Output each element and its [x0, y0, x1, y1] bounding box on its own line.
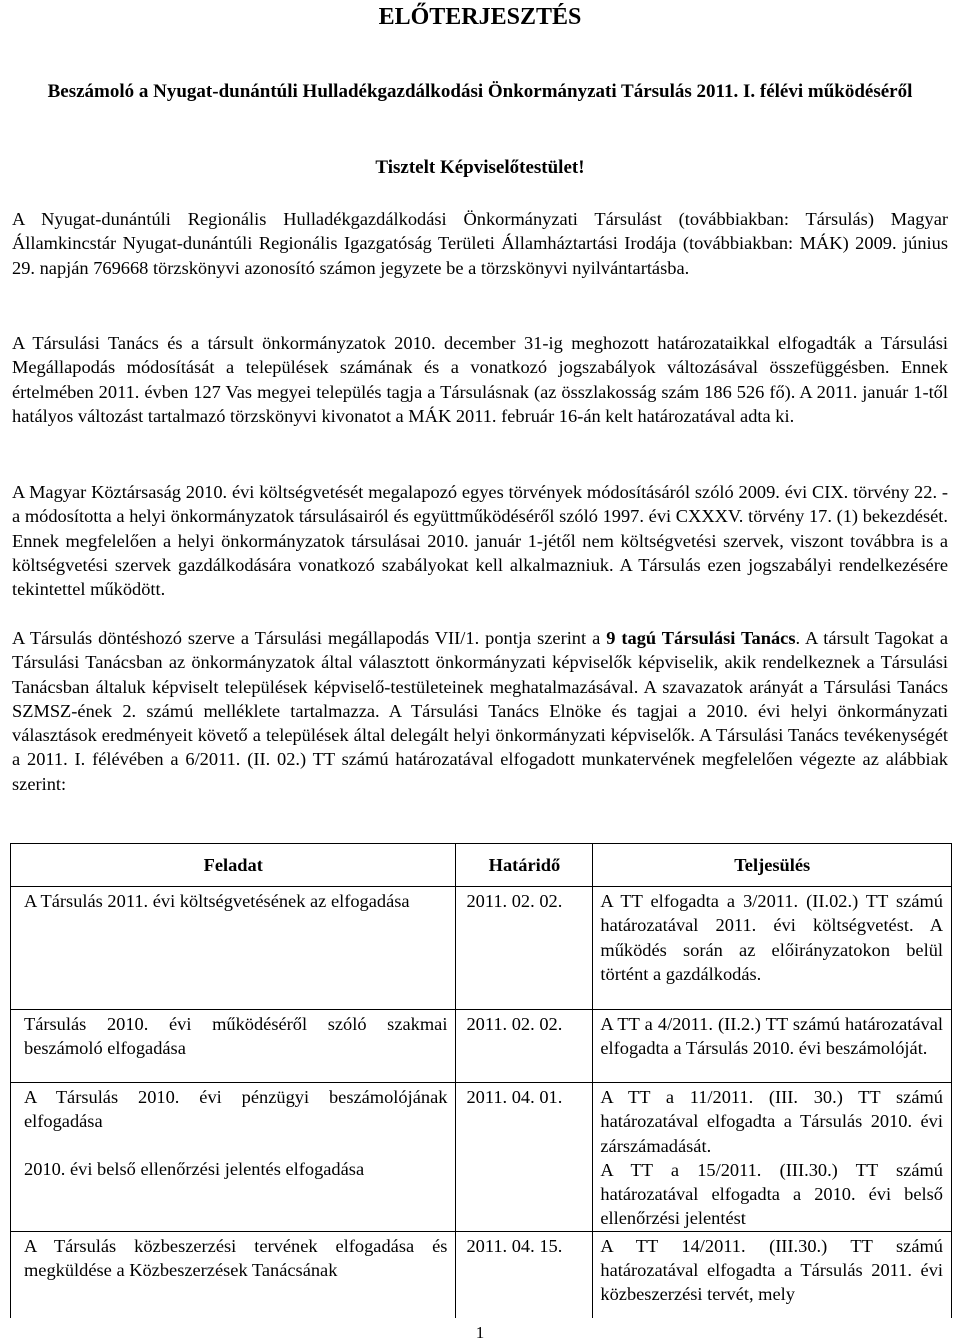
deadline-cell: 2011. 02. 02.: [456, 887, 593, 1010]
table-row: [11, 1010, 952, 1083]
paragraph-council-text-2: . A társult Tagokat a Társulási Tanácsban az önkormányzatok által választott önkormányzati képviselők képviselik, akik rendelkeznek a Társulási Tanácsban általuk képviselt települések képviselő-testületeinek meghatalmazásával. A szavazatok arányát a Társulási Tanács SZMSZ-ének 2. számú melléklete tartalmazza. A Társulási Tanács Elnöke és tagjai a 2010. évi helyi önkormányzati választások eredményeit követő a települések által delegált helyi önkormányzati képviselők. A Társulási Tanács tevékenységét a 2011. I. félévében a 6/2011. (II. 02.) TT számú határozatával elfogadott munkatervének megfelelően végezte az alábbiak szerint:: [12, 628, 948, 794]
task-cell: [11, 1083, 456, 1232]
paragraph-legal-status: A Magyar Köztársaság 2010. évi költségvetését megalapozó egyes törvények módosításáról szóló 2009. évi CIX. törvény 22. -a módosította a helyi önkormányzatok társulásairól és együttműködéséről szóló 1997. évi CXXXV. törvény 17. (1) bekezdését. Ennek megfelelően a helyi önkormányzatok társulásai 2010. január 1-jétől nem költségvetési szervek, viszont továbbra is a költségvetési szervek gazdálkodására vonatkozó szabályokat kell alkalmazniuk. A Társulás ezen jogszabályi rendelkezésére tekintettel működött.: [12, 482, 948, 600]
task-text-secondary: 2010. évi belső ellenőrzési jelentés elfogadása: [24, 1158, 365, 1179]
table-header-row: [11, 844, 952, 887]
paragraph-registration: A Nyugat-dunántúli Regionális Hulladékgazdálkodási Önkormányzati Társulást (továbbiakban: Társulás) Magyar Államkincstár Nyugat-dunántúli Regionális Igazgatóság Területi Államháztartási Irodája (továbbiakban: MÁK) 2009. június 29. napján 769668 törzskönyvi azonosító számon jegyzete be a törzskönyvi nyilvántartásba.: [12, 209, 948, 278]
document-title: ELŐTERJESZTÉS: [378, 4, 582, 30]
paragraph-membership: A Társulási Tanács és a társult önkormányzatok 2010. december 31-ig meghozott határozataikkal elfogadták a Társulási Megállapodás módosítását a települések számának és a vonatkozó jogszabályok változásával összefüggésben. Ennek értelmében 2011. évben 127 Vas megyei település tagja a Társulásnak (az összlakosság szám 186 526 fő). A 2011. január 1-től hatályos változást tartalmazó törzskönyvi kivonatot a MÁK 2011. február 16-án kelt határozatával adta ki.: [12, 333, 948, 426]
result-cell: [593, 1083, 952, 1232]
result-text: A TT a 11/2011. (III. 30.) TT számú határozatával elfogadta a Társulás 2010. évi zárszámadását.: [600, 1087, 943, 1156]
result-text-secondary: A TT a 15/2011. (III.30.) TT számú határozatával elfogadta a 2010. évi belső ellenőrzési jelentést: [600, 1159, 943, 1229]
deadline-cell: 2011. 02. 02.: [456, 1010, 593, 1083]
paragraph-council: [12, 626, 948, 796]
task-cell: A Társulás 2011. évi költségvetésének az elfogadása: [11, 887, 456, 1010]
result-cell: A TT elfogadta a 3/2011. (II.02.) TT számú határozatával 2011. évi költségvetést. A működés során az előirányzatokon belül történt a gazdálkodás.: [593, 887, 952, 1010]
deadline-cell: 2011. 04. 15.: [456, 1231, 593, 1318]
paragraph-council-bold: 9 tagú Társulási Tanács: [606, 628, 796, 648]
spacer: [24, 1134, 447, 1157]
document-page: [12, 0, 948, 1344]
header-task: Feladat: [11, 844, 456, 887]
page-number: 1: [475, 1323, 485, 1342]
table-row: [11, 1083, 952, 1232]
header-result: Teljesülés: [593, 844, 952, 887]
task-cell: A Társulás közbeszerzési tervének elfogadása és megküldése a Közbeszerzések Tanácsának: [11, 1231, 456, 1318]
task-cell: Társulás 2010. évi működéséről szóló szakmai beszámoló elfogadása: [11, 1010, 456, 1083]
task-text: A Társulás 2010. évi pénzügyi beszámolójának elfogadása: [24, 1087, 448, 1132]
table-row: [11, 1231, 952, 1318]
task-table: [10, 843, 952, 1318]
result-cell: A TT 14/2011. (III.30.) TT számú határozatával elfogadta a Társulás 2011. évi közbeszerzési tervét, mely: [593, 1231, 952, 1318]
header-deadline: Határidő: [456, 844, 593, 887]
greeting: Tisztelt Képviselőtestület!: [375, 157, 585, 178]
result-cell: A TT a 4/2011. (II.2.) TT számú határozatával elfogadta a Társulás 2010. évi beszámolóját.: [593, 1010, 952, 1083]
document-subtitle: Beszámoló a Nyugat-dunántúli Hulladékgazdálkodási Önkormányzati Társulás 2011. I. félévi működéséről: [47, 81, 913, 102]
deadline-cell: 2011. 04. 01.: [456, 1083, 593, 1232]
table-row: [11, 887, 952, 1010]
paragraph-council-text-1: A Társulás döntéshozó szerve a Társulási megállapodás VII/1. pontja szerint a: [12, 628, 607, 648]
